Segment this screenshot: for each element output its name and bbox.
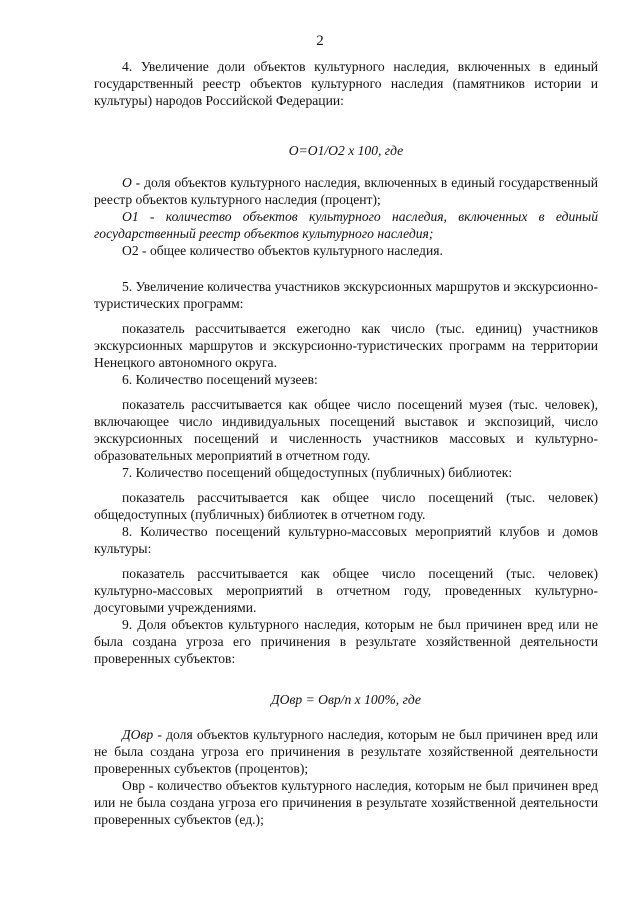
definition-o bbox=[94, 174, 598, 208]
item-7-text: показатель рассчитывается как общее число посещений (тыс. человек) общедоступных (публичных) библиотек в отчетном году. bbox=[94, 490, 598, 522]
page-number: 2 bbox=[316, 33, 324, 49]
item-5-heading: 5. Увеличение количества участников экскурсионных маршрутов и экскурсионно-туристических программ: bbox=[94, 279, 598, 311]
item-5-text: показатель рассчитывается ежегодно как число (тыс. единиц) участников экскурсионных маршрутов и экскурсионно-туристических программ на территории Ненецкого автономного округа. bbox=[94, 321, 598, 370]
item-8-text: показатель рассчитывается как общее число посещений (тыс. человек) культурно-массовых мероприятий в отчетном году, проведенных культурно-досуговыми учреждениями. bbox=[94, 566, 598, 615]
definition-o1-text: - количество объектов культурного наследия, включенных в единый государственный реестр объектов культурного наследия; bbox=[94, 209, 598, 241]
symbol-o: О bbox=[122, 175, 132, 190]
item-6-heading: 6. Количество посещений музеев: bbox=[122, 372, 318, 387]
definition-o-text: - доля объектов культурного наследия, включенных в единый государственный реестр объектов культурного наследия (процент); bbox=[94, 175, 598, 207]
symbol-o1: О1 bbox=[122, 209, 139, 224]
definition-dovr bbox=[94, 726, 598, 777]
item-4-heading: 4. Увеличение доли объектов культурного наследия, включенных в единый государственный реестр объектов культурного наследия (памятников истории и культуры) народов Российской Федерации: bbox=[94, 59, 598, 108]
item-8-heading: 8. Количество посещений культурно-массовых мероприятий клубов и домов культуры: bbox=[94, 524, 598, 556]
item-7-heading: 7. Количество посещений общедоступных (публичных) библиотек: bbox=[122, 465, 513, 480]
symbol-dovr: ДОвр bbox=[122, 727, 154, 742]
item-9-heading: 9. Доля объектов культурного наследия, которым не был причинен вред или не была создана угроза его причинения в результате хозяйственной деятельности проверенных субъектов: bbox=[94, 617, 598, 666]
definition-dovr-text: - доля объектов культурного наследия, которым не был причинен вред или не была создана угроза его причинения в результате хозяйственной деятельности проверенных субъектов (процентов); bbox=[94, 727, 598, 776]
item-6-text: показатель рассчитывается как общее число посещений музея (тыс. человек), включающее число индивидуальных посещений выставок и экспозиций, число экскурсионных посещений и численность участников массовых и культурно-образовательных мероприятий в отчетном году. bbox=[94, 397, 598, 463]
definition-ovr: Овр - количество объектов культурного наследия, которым не был причинен вред или не была создана угроза его причинения в результате хозяйственной деятельности проверенных субъектов (ед.); bbox=[94, 778, 598, 827]
formula-o: О=О1/О2 х 100, где bbox=[288, 143, 404, 158]
definition-o1 bbox=[94, 208, 598, 242]
definition-o2: О2 - общее количество объектов культурного наследия. bbox=[122, 243, 443, 258]
formula-dovr: ДОвр = Овр/n х 100%, где bbox=[271, 692, 421, 707]
document-body bbox=[94, 58, 598, 828]
